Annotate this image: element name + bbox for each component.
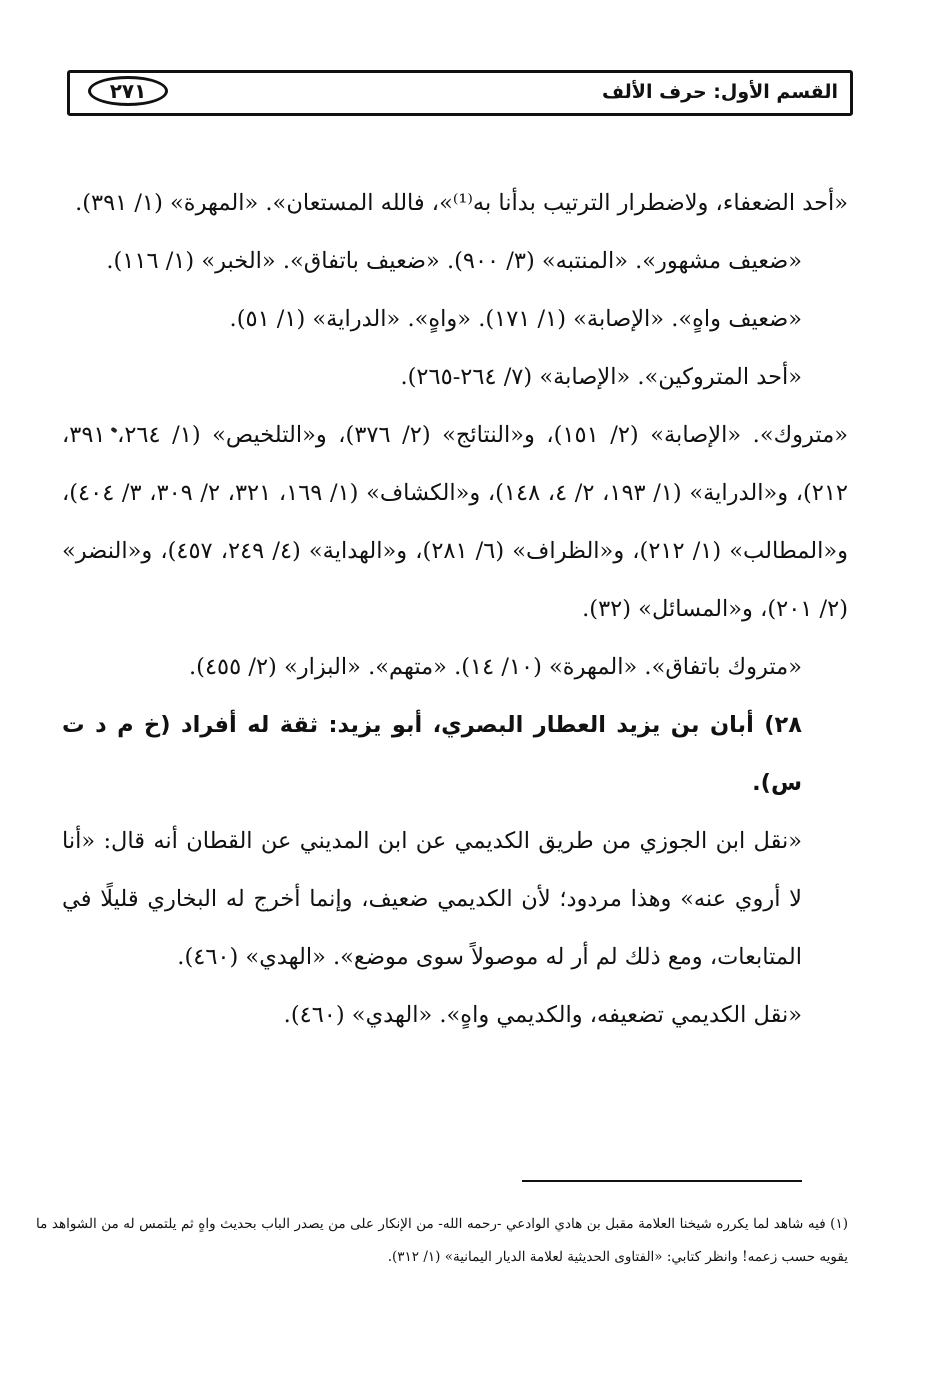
paragraph-2: «ضعيف مشهور». «المنتبه» (٣/ ٩٠٠). «ضعيف باتفاق». «الخبر» (١/ ١١٦). bbox=[106, 248, 802, 274]
paragraph-5: «متروك». «الإصابة» (٢/ ١٥١)، و«النتائج» (٢/ ٣٧٦)، و«التلخيص» (١/ ٢٦٤، ٣٩١، ٢١٢)، و«الدراية» (١/ ١٩٣، ٢/ ٤، ١٤٨)، و«الكشاف» (١/ ١٦٩، ٣٢١، ٢/ ٣٠٩، ٣/ ٤٠٤)، و«المطالب» (١/ ٢١٢)، و«الظراف» (٦/ ٢٨١)، و«الهداية» (٤/ ٢٤٩، ٤٥٧)، و«النضر» (٢/ ٢٠١)، و«المسائل» (٣٢). bbox=[62, 422, 849, 622]
paragraph-3: «ضعيف واهٍ». «الإصابة» (١/ ١٧١). «واهٍ». «الدراية» (١/ ٥١). bbox=[229, 306, 802, 332]
entry-heading-28: ٢٨) أبان بن يزيد العطار البصري، أبو يزيد: ثقة له أفراد (خ م د ت س). bbox=[62, 712, 802, 796]
paragraph-7: «نقل ابن الجوزي من طريق الكديمي عن ابن المديني عن القطان أنه قال: «أنا لا أروي عنه» وهذا مردود؛ لأن الكديمي ضعيف، وإنما أخرج له البخاري قليلًا في المتابعات، ومع ذلك لم أر له موصولاً سوى موضع». «الهدي» (٤٦٠). bbox=[62, 828, 802, 970]
paragraph-6: «متروك باتفاق». «المهرة» (١٠/ ١٤). «متهم». «البزار» (٢/ ٤٥٥). bbox=[189, 654, 802, 680]
paragraph-4: «أحد المتروكين». «الإصابة» (٧/ ٢٦٤-٢٦٥). bbox=[400, 364, 802, 390]
body-text bbox=[62, 174, 848, 1044]
paragraph-8: «نقل الكديمي تضعيفه، والكديمي واهٍ». «الهدي» (٤٦٠). bbox=[283, 1002, 802, 1028]
page-number: ٢٧١ bbox=[88, 76, 168, 106]
footnote-divider bbox=[522, 1180, 802, 1182]
footnotes bbox=[36, 1208, 848, 1274]
footnote-1: (١) فيه شاهد لما يكرره شيخنا العلامة مقبل بن هادي الوادعي -رحمه الله- من الإنكار على من يصدر الباب بحديث واهٍ ثم يلتمس له من الشواهد ما يقويه حسب زعمه! وانظر كتابي: «الفتاوى الحديثية لعلامة الديار اليمانية» (١/ ٣١٢). bbox=[36, 1216, 848, 1265]
section-title: القسم الأول: حرف الألف bbox=[602, 81, 838, 103]
paragraph-1: «أحد الضعفاء، ولاضطرار الترتيب بدأنا به⁽¹⁾»، فالله المستعان». «المهرة» (١/ ٣٩١). bbox=[75, 190, 848, 216]
